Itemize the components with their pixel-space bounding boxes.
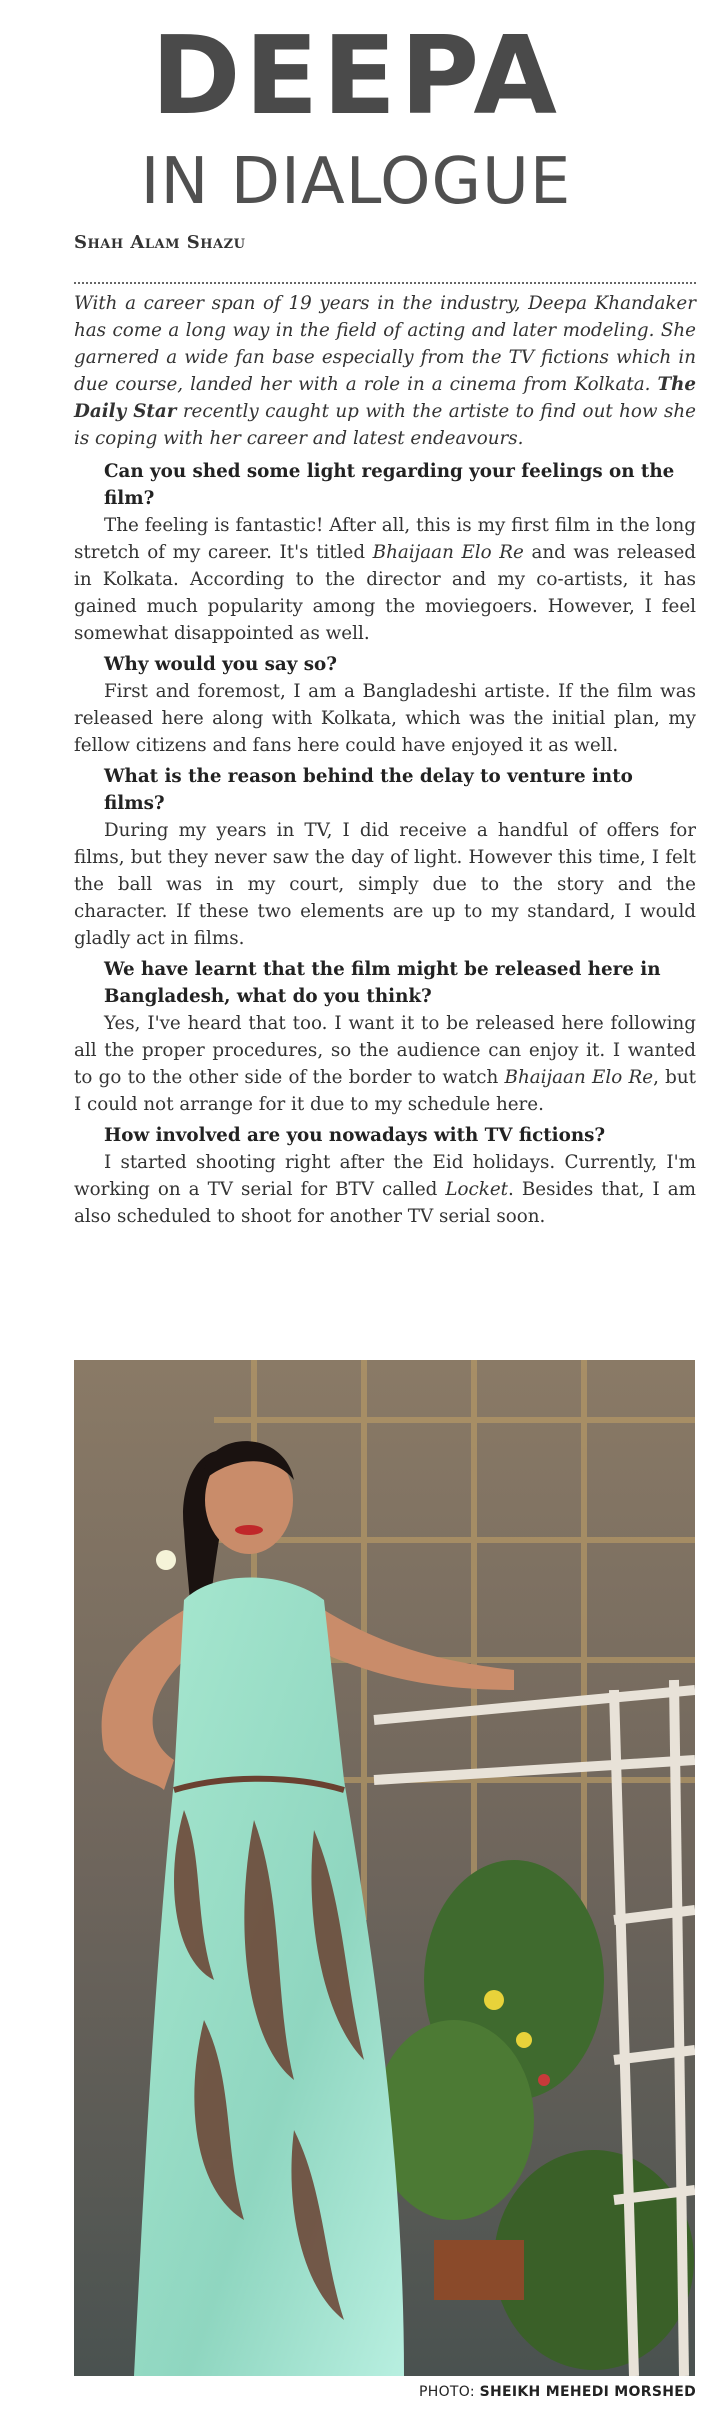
photographer-name: SHEIKH MEHEDI MORSHED xyxy=(479,2384,696,2400)
intro-text-end: recently caught up with the artiste to find out how she is coping with her career and latest endeavours. xyxy=(74,401,697,449)
photo-credit-label: PHOTO: xyxy=(419,2384,475,2400)
answer-2: First and foremost, I am a Bangladeshi artiste. If the film was released here along with Kolkata, which was the initial plan, my fellow citizens and fans here could have enjoyed it as well. xyxy=(74,681,696,756)
film-title: Bhaijaan Elo Re xyxy=(372,542,524,563)
headline-subtitle: IN DIALOGUE xyxy=(140,145,572,219)
portrait-illustration xyxy=(74,1360,695,2376)
headline-title: DEEPA xyxy=(150,14,562,139)
answer-1: The feeling is fantastic! After all, this is my first film in the long stretch of my career. It's titled Bhaijaan Elo Re and was released in Kolkata. According to the director and my co-artists, it has gained much popularity among the moviegoers. However, I feel somewhat disappointed as well. xyxy=(74,515,696,644)
answer-3: During my years in TV, I did receive a handful of offers for films, but they never saw the day of light. However this time, I felt the ball was in my court, simply due to the story and the character. If these two elements are up to my standard, I would gladly act in films. xyxy=(74,820,696,949)
serial-title: Locket xyxy=(445,1179,509,1200)
answer-4: Yes, I've heard that too. I want it to be released here following all the proper procedures, so the audience can enjoy it. I wanted to go to the other side of the border to watch Bhaijaan Elo Re, but I could not arrange for it due to my schedule here. xyxy=(74,1013,696,1115)
intro-paragraph xyxy=(74,290,696,452)
photo-credit xyxy=(419,2384,696,2400)
byline: Shah Alam Shazu xyxy=(74,232,246,253)
answer-5: I started shooting right after the Eid holidays. Currently, I'm working on a TV serial for BTV called Locket. Besides that, I am also scheduled to shoot for another TV serial soon. xyxy=(74,1152,696,1227)
question-4: We have learnt that the film might be released here in Bangladesh, what do you think? xyxy=(104,959,661,1007)
article-body xyxy=(74,290,696,1234)
question-2: Why would you say so? xyxy=(104,654,337,675)
question-3: What is the reason behind the delay to venture into films? xyxy=(104,766,633,814)
question-5: How involved are you nowadays with TV fictions? xyxy=(104,1125,606,1146)
question-1: Can you shed some light regarding your feelings on the film? xyxy=(104,461,675,509)
film-title: Bhaijaan Elo Re xyxy=(504,1067,654,1088)
intro-text-start: With a career span of 19 years in the industry, Deepa Khandaker has come a long way in the field of acting and later modeling. She garnered a wide fan base especially from the TV fictions which in due course, landed her with a role in a cinema from Kolkata. xyxy=(74,293,696,395)
dotted-divider xyxy=(74,282,696,284)
publication-name: The Daily Star xyxy=(74,374,696,422)
portrait-photo xyxy=(74,1360,695,2376)
